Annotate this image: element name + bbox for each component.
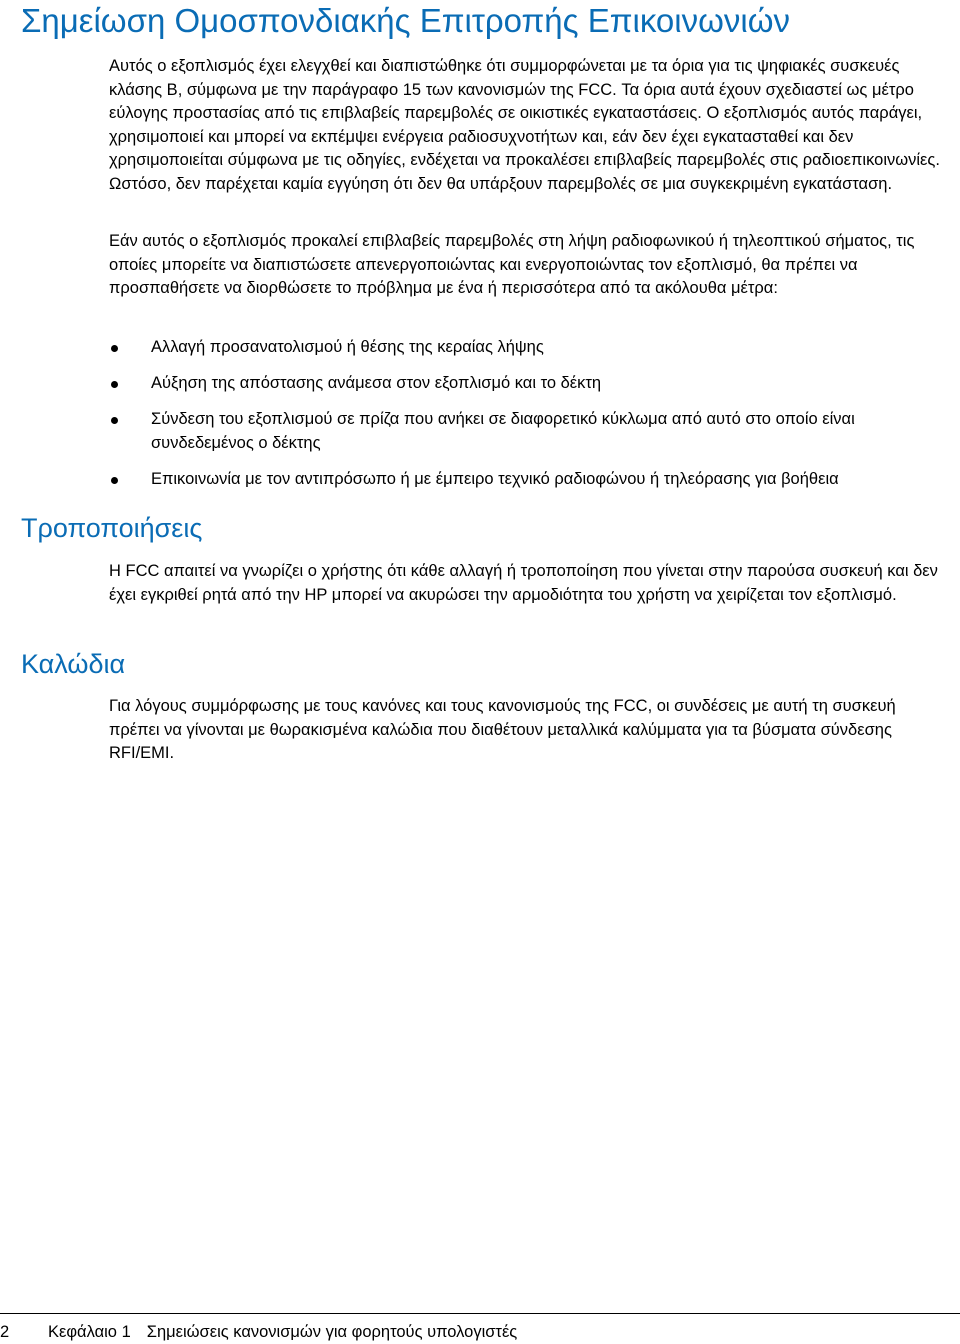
- list-item-text: Αλλαγή προσανατολισμού ή θέσης της κεραίας λήψης: [151, 338, 544, 356]
- chapter-title: Σημειώσεις κανονισμών για φορητούς υπολογιστές: [146, 1323, 518, 1341]
- list-item: [109, 372, 949, 396]
- list-item: [109, 408, 949, 455]
- bullet-icon: [111, 477, 118, 484]
- fcc-compliance-paragraph: Αυτός ο εξοπλισμός έχει ελεγχθεί και διαπιστώθηκε ότι συμμορφώνεται με τα όρια για τις ψηφιακές συσκευές κλάσης B, σύμφωνα με την παράγραφο 15 των κανονισμών της FCC. Τα όρια αυτά έχουν σχεδιαστεί ως μέτρο εύλογης προστασίας από τις επιβλαβείς παρεμβολές σε οικιστικές εγκαταστάσεις. Ο εξοπλισμός αυτός παράγει, χρησιμοποιεί και μπορεί να εκπέμψει ενέργεια ραδιοσυχνοτήτων και, εάν δεν έχει εγκατασταθεί και δεν χρησιμοποιείται σύμφωνα με τις οδηγίες, ενδέχεται να προκαλέσει επιβλαβείς παρεμβολές στις ραδιοεπικοινωνίες. Ωστόσο, δεν παρέχεται καμία εγγύηση ότι δεν θα υπάρξουν παρεμβολές σε μια συγκεκριμένη εγκατάσταση.: [109, 57, 940, 193]
- cables-paragraph: Για λόγους συμμόρφωσης με τους κανόνες και τους κανονισμούς της FCC, οι συνδέσεις με αυτή τη συσκευή πρέπει να γίνονται με θωρακισμένα καλώδια που διαθέτουν μεταλλικά καλύμματα για τα βύσματα σύνδεσης RFI/EMI.: [109, 697, 896, 762]
- page-footer: [0, 1321, 517, 1343]
- bullet-icon: [111, 417, 118, 424]
- footer-divider: [0, 1313, 960, 1314]
- interference-remedy-paragraph: Εάν αυτός ο εξοπλισμός προκαλεί επιβλαβείς παρεμβολές στη λήψη ραδιοφωνικού ή τηλεοπτικού σήματος, τις οποίες μπορείτε να διαπιστώσετε απενεργοποιώντας και ενεργοποιώντας τον εξοπλισμό, θα πρέπει να προσπαθήσετε να διορθώσετε το πρόβλημα με ένα ή περισσότερα από τα ακόλουθα μέτρα:: [109, 232, 915, 297]
- page-number: 2: [0, 1323, 10, 1341]
- list-item-text: Σύνδεση του εξοπλισμού σε πρίζα που ανήκει σε διαφορετικό κύκλωμα από αυτό στο οποίο είναι συνδεδεμένος ο δέκτης: [151, 410, 855, 452]
- chapter-label: Κεφάλαιο 1: [48, 1323, 131, 1341]
- list-item: [109, 336, 949, 360]
- list-item-text: Επικοινωνία με τον αντιπρόσωπο ή με έμπειρο τεχνικό ραδιοφώνου ή τηλεόρασης για βοήθεια: [151, 469, 839, 488]
- bullet-icon: [111, 345, 118, 352]
- page-title: Σημείωση Ομοσπονδιακής Επιτροπής Επικοινωνιών: [21, 2, 790, 39]
- list-item-text: Αύξηση της απόστασης ανάμεσα στον εξοπλισμό και το δέκτη: [151, 374, 602, 392]
- remedy-measures-list: [109, 336, 949, 504]
- bullet-icon: [111, 381, 118, 388]
- list-item: [109, 468, 949, 492]
- modifications-heading: Τροποποιήσεις: [21, 513, 203, 543]
- cables-heading: Καλώδια: [21, 649, 126, 679]
- modifications-paragraph: Η FCC απαιτεί να γνωρίζει ο χρήστης ότι κάθε αλλαγή ή τροποποίηση που γίνεται στην παρούσα συσκευή και δεν έχει εγκριθεί ρητά από την HP μπορεί να ακυρώσει την αρμοδιότητα του χρήστη να χειρίζεται τον εξοπλισμό.: [109, 562, 938, 604]
